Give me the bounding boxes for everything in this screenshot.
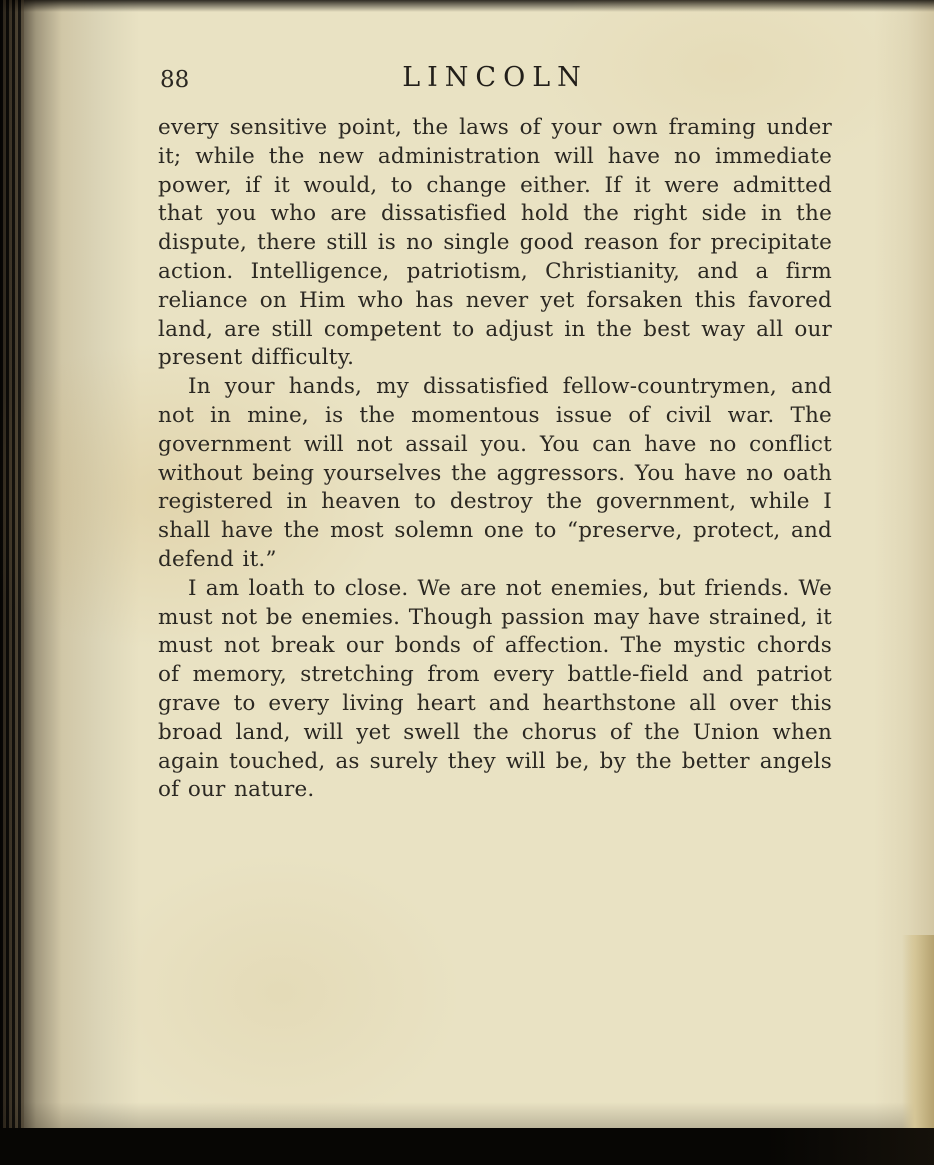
paragraph-1: every sensitive point, the laws of your own framing under it; while the new administration will have no immediate power, if it would, to change either. If it were admitted that you who are dissatisfied hold the right side in the dispute, there still is no single good reason for precipitate action. Intelligence, patriotism, Christianity, and a firm reliance on Him who has never yet forsaken this favored land, are still competent to adjust in the best way all our present difficulty. — [158, 115, 832, 371]
running-head-title: LINCOLN — [402, 62, 588, 93]
page-block-edge — [902, 935, 934, 1131]
book-binding-edge — [0, 0, 24, 1128]
paragraph-2: In your hands, my dissatisfied fellow-countrymen, and not in mine, is the momentous issue of civil war. The government will not assail you. You can have no conflict without being yourselves the aggressors. You have no oath registered in heaven to destroy the government, while I shall have the most solemn one to “preserve, protect, and defend it.” — [158, 374, 832, 572]
page-header — [158, 62, 832, 98]
paragraph-3: I am loath to close. We are not enemies, but friends. We must not be enemies. Though passion may have strained, it must not break our bonds of affection. The mystic chords of memory, stretching from every battle-field and patriot grave to every living heart and hearthstone all over this broad land, will yet swell the chorus of the Union when again touched, as surely they will be, by the better angels of our nature. — [158, 575, 832, 803]
page-content — [158, 62, 832, 805]
scan-bottom-shadow — [0, 1128, 934, 1165]
page-number: 88 — [160, 67, 190, 93]
body-text — [158, 114, 832, 805]
